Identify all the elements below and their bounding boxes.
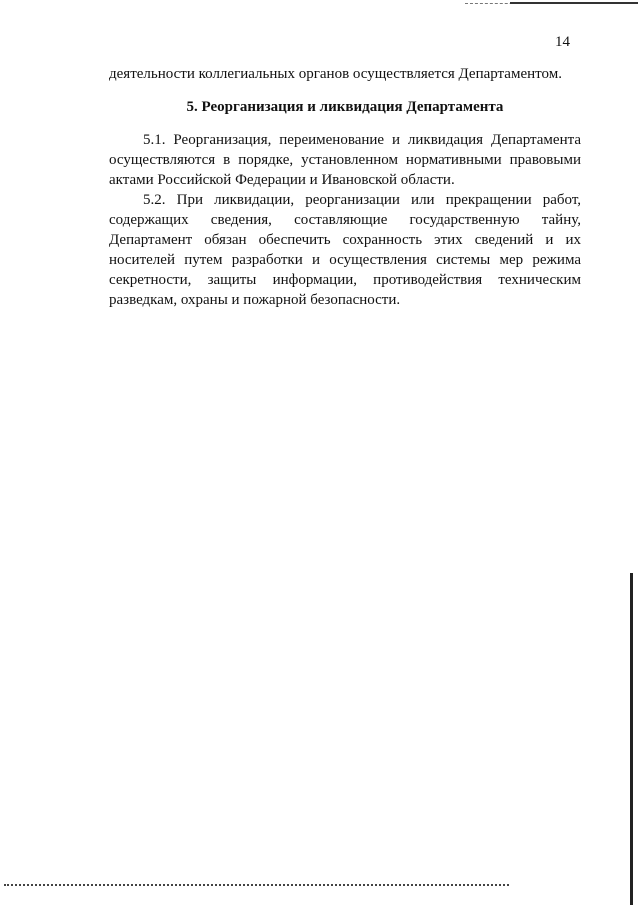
- continuation-line: деятельности коллегиальных органов осуществляется Департаментом.: [109, 66, 562, 82]
- paragraph-5-1: 5.1. Реорганизация, переименование и ликвидация Департамента осуществляются в порядке, установленном нормативными правовыми актами Российской Федерации и Ивановской области.: [109, 132, 581, 188]
- paragraph-5-2: 5.2. При ликвидации, реорганизации или прекращении работ, содержащих сведения, составляющие государственную тайну, Департамент обязан обеспечить сохранность этих сведений и их носителей путем разработки и осуществления системы мер режима секретности, защиты информации, противодействия техническим разведкам, охраны и пожарной безопасности.: [109, 192, 581, 308]
- scan-artifact-right: [630, 573, 633, 905]
- scan-artifact-bottom: [4, 884, 509, 886]
- scan-artifact-top-solid: [510, 2, 638, 4]
- page-number: 14: [555, 34, 570, 50]
- section-body: [109, 130, 581, 310]
- section-heading: 5. Реорганизация и ликвидация Департамента: [186, 99, 504, 115]
